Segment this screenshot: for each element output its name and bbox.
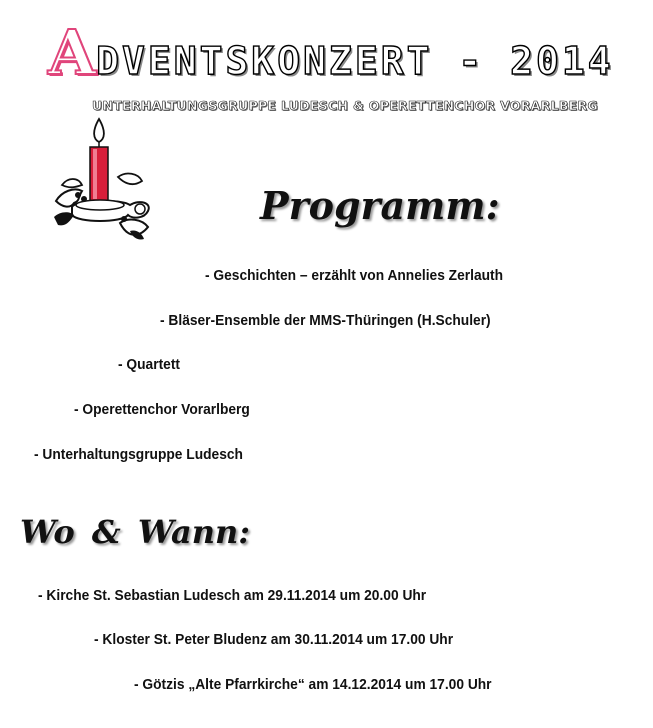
title-initial: A bbox=[48, 16, 97, 89]
program-item: - Geschichten – erzählt von Annelies Zerlauth bbox=[205, 268, 504, 284]
program-heading: Programm: bbox=[260, 183, 500, 228]
schedule-item: - Götzis „Alte Pfarrkirche“ am 14.12.2014 um 17.00 Uhr bbox=[134, 677, 492, 693]
schedule-heading: Wo & Wann: bbox=[20, 513, 251, 551]
candle-with-holly-icon bbox=[52, 115, 154, 243]
page-title bbox=[48, 16, 614, 89]
program-item: - Operettenchor Vorarlberg bbox=[74, 402, 250, 418]
title-text: DVENTSKONZERT - 2014 bbox=[96, 39, 614, 83]
schedule-item: - Kloster St. Peter Bludenz am 30.11.2014 um 17.00 Uhr bbox=[94, 632, 454, 648]
program-item: - Unterhaltungsgruppe Ludesch bbox=[34, 447, 243, 463]
subtitle: UNTERHALTUNGSGRUPPE LUDESCH & OPERETTENCHOR VORARLBERG bbox=[92, 98, 599, 113]
schedule-item: - Kirche St. Sebastian Ludesch am 29.11.2014 um 20.00 Uhr bbox=[38, 588, 427, 604]
program-item: - Quartett bbox=[118, 357, 180, 373]
program-item: - Bläser-Ensemble der MMS-Thüringen (H.Schuler) bbox=[160, 313, 491, 329]
